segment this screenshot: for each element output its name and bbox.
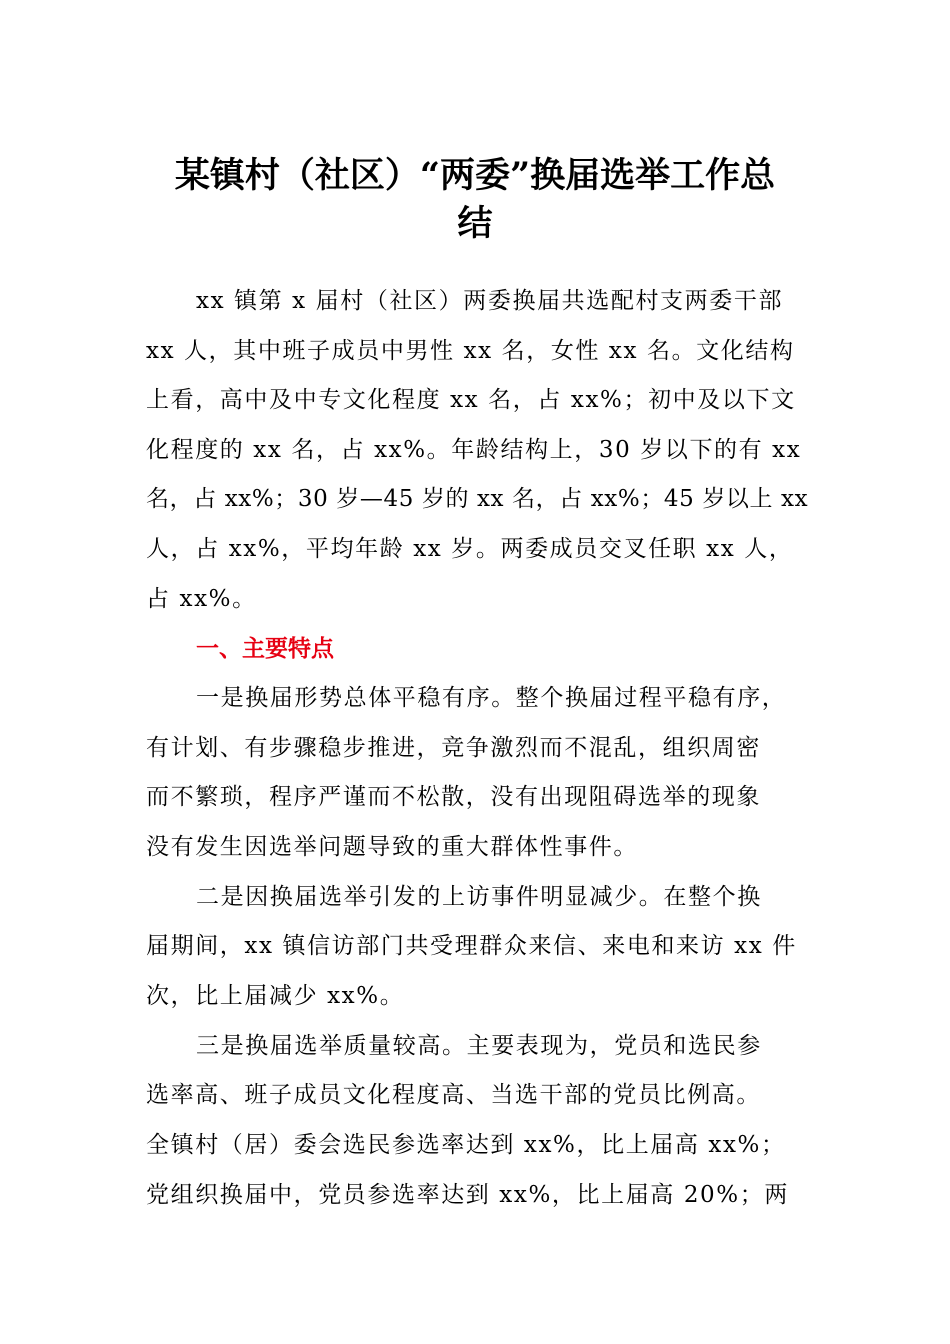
intro-line-7: 占 xx%。 xyxy=(146,586,257,612)
para2-line-2: 届期间，xx 镇信访部门共受理群众来信、来电和来访 xx 件 xyxy=(146,933,797,959)
document-title-line-2: 结 xyxy=(457,203,493,244)
para3-line-4: 党组织换届中，党员参选率达到 xx%，比上届高 20%；两 xyxy=(146,1182,789,1208)
para3-line-3: 全镇村（居）委会选民参选率达到 xx%，比上届高 xx%； xyxy=(146,1132,786,1158)
section-heading: 一、主要特点 xyxy=(196,636,334,662)
para1-line-3: 而不繁琐，程序严谨而不松散，没有出现阻碍选举的现象 xyxy=(146,784,761,810)
intro-line-4: 化程度的 xx 名，占 xx%。年龄结构上，30 岁以下的有 xx xyxy=(146,437,802,463)
para3-line-1: 三是换届选举质量较高。主要表现为，党员和选民参 xyxy=(196,1033,762,1059)
para2-line-3: 次，比上届减少 xx%。 xyxy=(146,983,405,1009)
intro-line-2: xx 人，其中班子成员中男性 xx 名，女性 xx 名。文化结构 xyxy=(146,338,795,364)
intro-line-5: 名，占 xx%；30 岁—45 岁的 xx 名，占 xx%；45 岁以上 xx xyxy=(146,486,809,512)
para1-line-2: 有计划、有步骤稳步推进，竞争激烈而不混乱，组织周密 xyxy=(146,735,761,761)
intro-line-6: 人，占 xx%，平均年龄 xx 岁。两委成员交叉任职 xx 人， xyxy=(146,536,794,562)
document-title-line-1: 某镇村（社区）“两委”换届选举工作总 xyxy=(174,155,776,196)
para2-line-1: 二是因换届选举引发的上访事件明显减少。在整个换 xyxy=(196,884,762,910)
para1-line-4: 没有发生因选举问题导致的重大群体性事件。 xyxy=(146,834,638,860)
intro-line-1: xx 镇第 x 届村（社区）两委换届共选配村支两委干部 xyxy=(196,288,784,314)
para3-line-2: 选率高、班子成员文化程度高、当选干部的党员比例高。 xyxy=(146,1082,761,1108)
para1-line-1: 一是换届形势总体平稳有序。整个换届过程平稳有序， xyxy=(196,685,787,711)
intro-line-3: 上看，高中及中专文化程度 xx 名，占 xx%；初中及以下文 xyxy=(146,387,796,413)
